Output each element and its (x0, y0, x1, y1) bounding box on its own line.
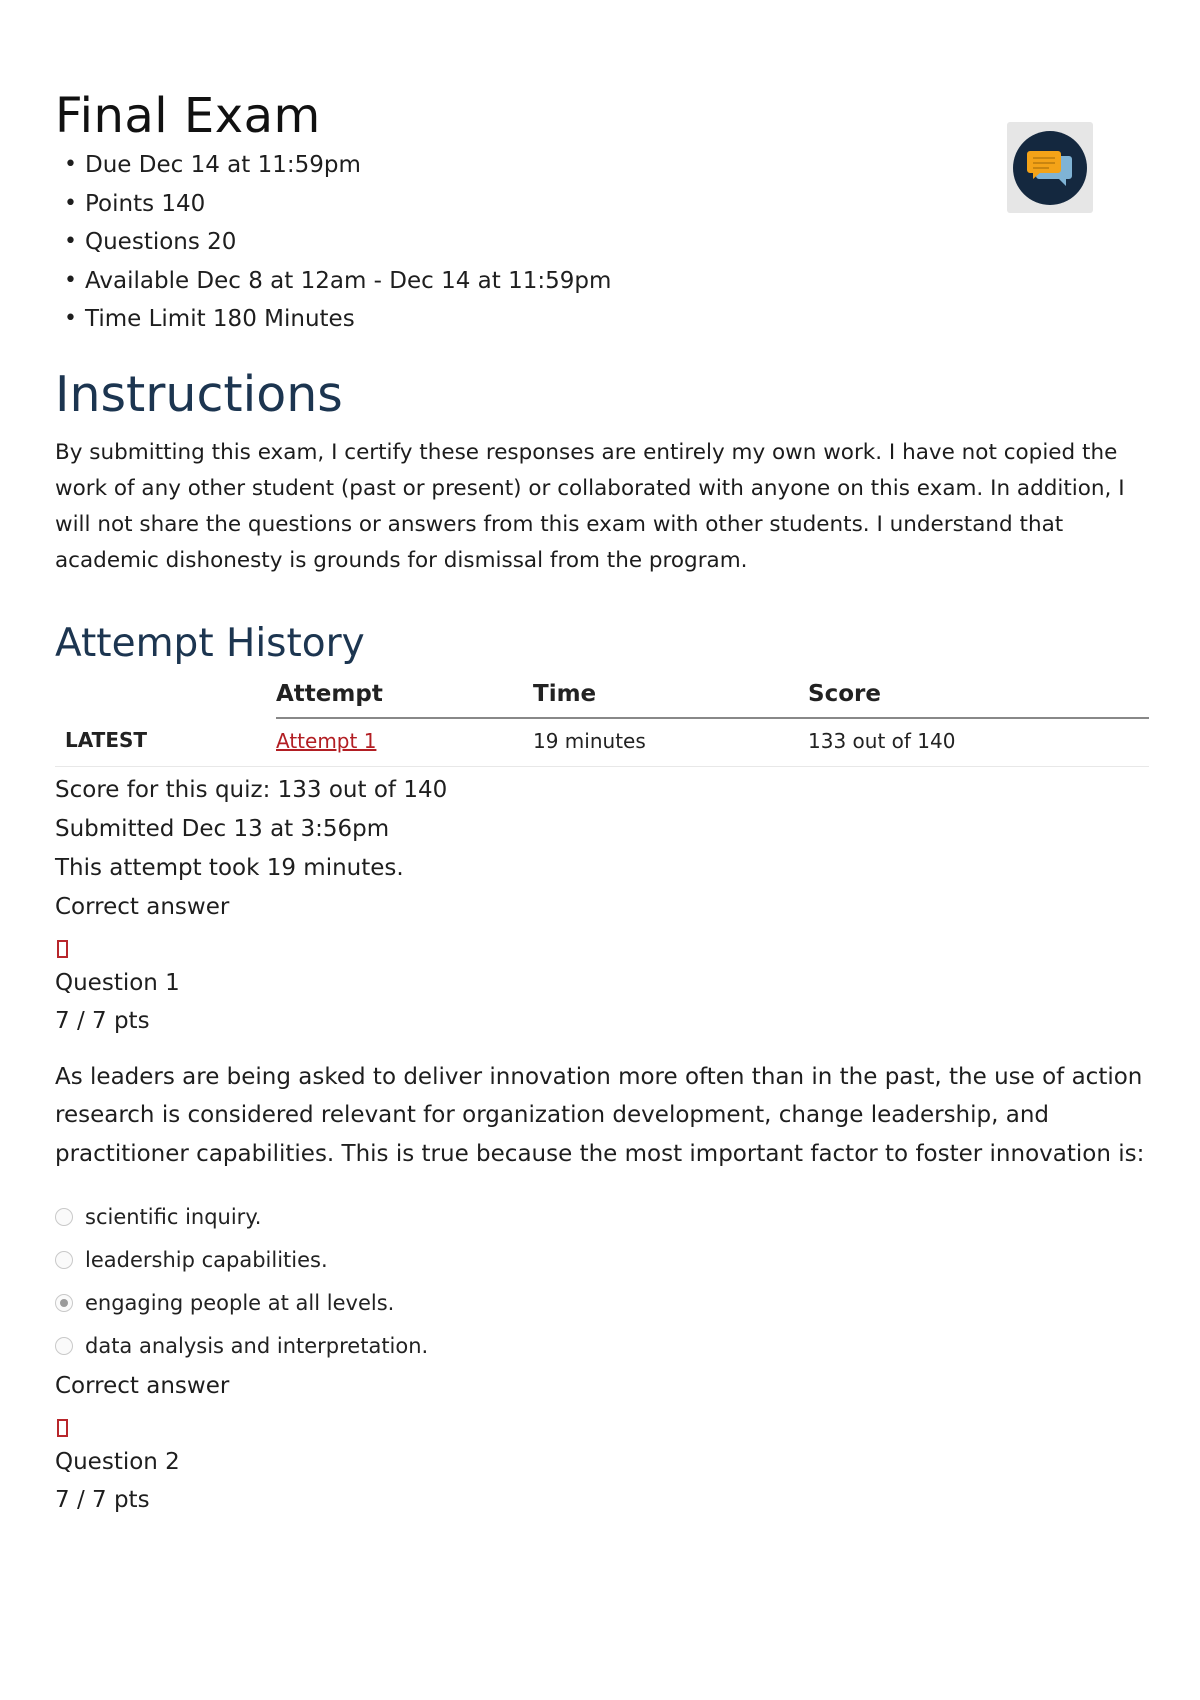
question-title: Question 2 (55, 1449, 180, 1475)
time-limit: • Time Limit 180 Minutes (55, 300, 1150, 339)
list-item[interactable] (55, 1238, 1150, 1281)
chat-bubbles-icon (1013, 131, 1087, 205)
quiz-score: Score for this quiz: 133 out of 140 (55, 776, 448, 803)
radio-button-selected[interactable] (55, 1294, 73, 1312)
question-2 (55, 1367, 1150, 1519)
table-row (55, 718, 1149, 767)
answer-options (55, 1195, 1150, 1367)
answer-status: Correct answer (55, 1373, 230, 1399)
question-count: • Questions 20 (55, 223, 1150, 262)
list-item[interactable] (55, 1195, 1150, 1238)
column-header-label (55, 679, 276, 718)
flag-icon[interactable] (57, 940, 68, 958)
question-title: Question 1 (55, 969, 180, 996)
chat-button[interactable] (1007, 122, 1093, 213)
attempt-link[interactable]: Attempt 1 (276, 728, 377, 753)
radio-button[interactable] (55, 1208, 73, 1226)
question-points: 7 / 7 pts (55, 1487, 150, 1513)
exam-page (55, 88, 1150, 1519)
availability: • Available Dec 8 at 12am - Dec 14 at 11:59pm (55, 262, 1150, 301)
due-date: • Due Dec 14 at 11:59pm (55, 146, 1150, 185)
attempt-cell (276, 718, 533, 767)
column-header-attempt: Attempt (276, 679, 533, 718)
exam-details (55, 146, 1150, 339)
column-header-time: Time (533, 679, 808, 718)
attempt-history-table (55, 679, 1149, 767)
answer-status: Correct answer (55, 893, 230, 920)
latest-label: LATEST (55, 718, 276, 767)
radio-button[interactable] (55, 1251, 73, 1269)
question-text: As leaders are being asked to deliver innovation more often than in the past, the use of action research is considered relevant for organization development, change leadership, and practitioner capabilities. This is true because the most important factor to foster innovation is: (55, 1063, 1145, 1167)
list-item[interactable] (55, 1281, 1150, 1324)
instructions-heading: Instructions (55, 365, 343, 423)
time-cell: 19 minutes (533, 718, 808, 767)
points: • Points 140 (55, 185, 1150, 224)
instructions-text: By submitting this exam, I certify these responses are entirely my own work. I have not copied the work of any other student (past or present) or collaborated with anyone on this exam. In addition, I will not share the questions or answers from this exam with other students. I understand that academic dishonesty is grounds for dismissal from the program. (55, 439, 1125, 573)
flag-icon[interactable] (57, 1419, 68, 1437)
question-points: 7 / 7 pts (55, 1007, 150, 1034)
answer-label: leadership capabilities. (85, 1247, 328, 1272)
attempt-duration: This attempt took 19 minutes. (55, 854, 404, 881)
attempt-history-heading: Attempt History (55, 620, 365, 666)
submitted-date: Submitted Dec 13 at 3:56pm (55, 815, 390, 842)
radio-button[interactable] (55, 1337, 73, 1355)
list-item[interactable] (55, 1324, 1150, 1367)
question-1 (55, 888, 1150, 1368)
answer-label: engaging people at all levels. (85, 1290, 395, 1315)
answer-label: data analysis and interpretation. (85, 1333, 429, 1358)
page-title: Final Exam (55, 88, 321, 144)
score-cell: 133 out of 140 (808, 718, 1149, 767)
table-header-row (55, 679, 1149, 718)
answer-label: scientific inquiry. (85, 1204, 262, 1229)
column-header-score: Score (808, 679, 1149, 718)
